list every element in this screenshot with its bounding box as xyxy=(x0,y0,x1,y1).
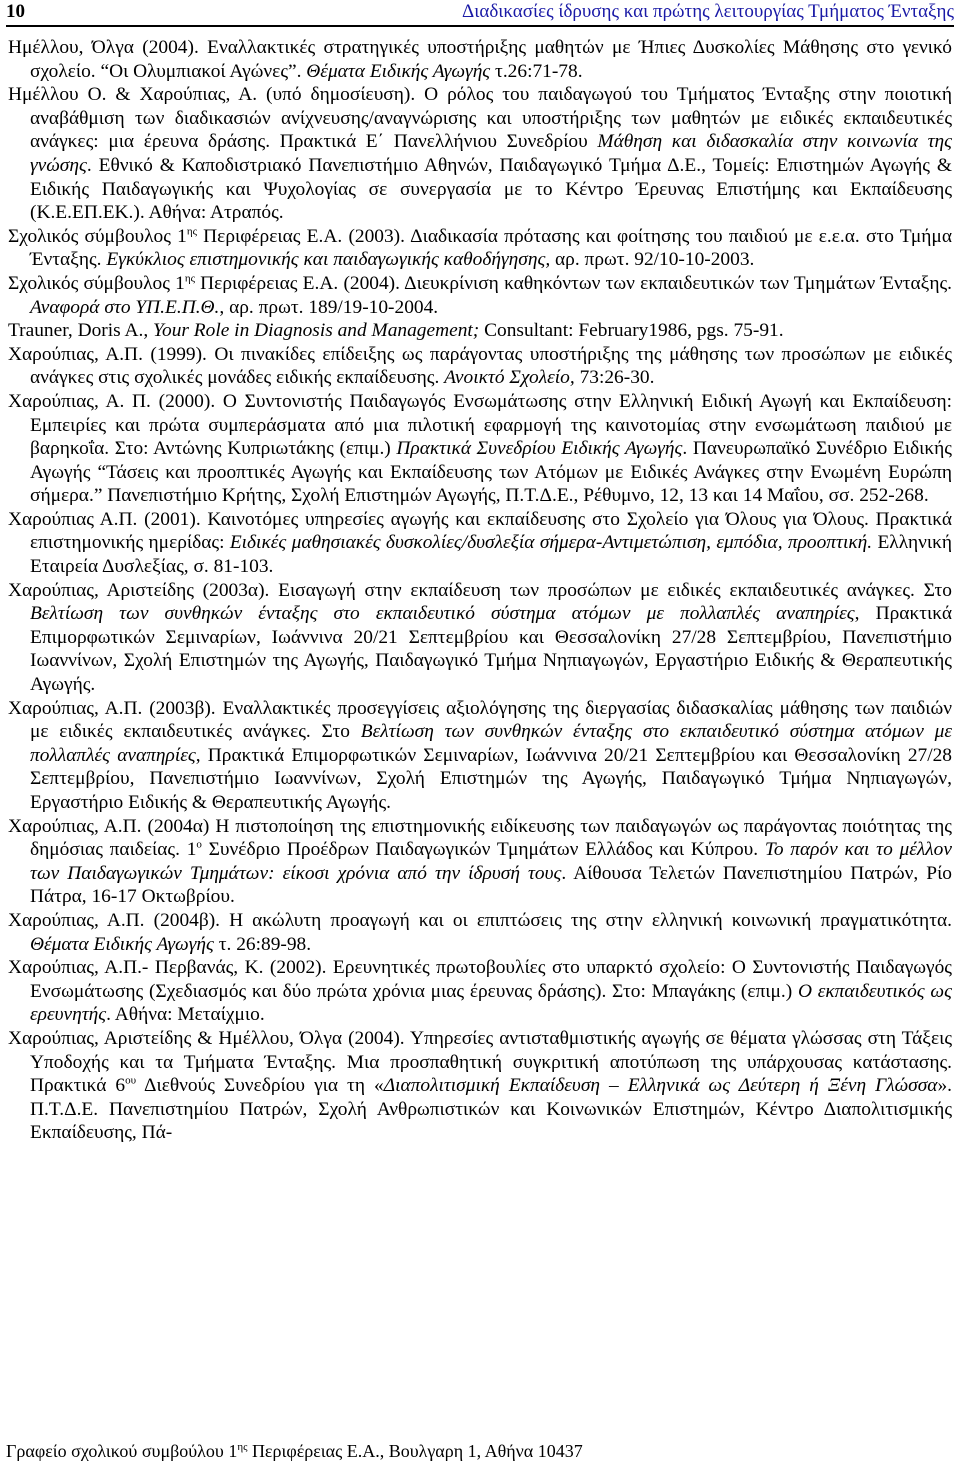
header-divider xyxy=(6,25,954,27)
reference-text: Χαρούπιας, Α.Π. (2004α) Η πιστοποίηση της επιστημονικής ειδίκευσης των παιδαγωγών ως παράγοντας ποιότητας της δημόσιας παιδείας. 1 xyxy=(8,815,952,861)
reference-text: 73:26-30. xyxy=(574,367,655,389)
reference-entry xyxy=(8,390,952,508)
footer-superscript: ης xyxy=(237,1441,248,1453)
reference-entry xyxy=(8,343,952,390)
reference-text: . Εθνικό & Καποδιστριακό Πανεπιστήμιο Αθηνών, Παιδαγωγικό Τμήμα Δ.Ε., Τομείς: Επιστημών Αγωγής & Ειδικής Παιδαγωγικής και Ψυχολογίας σε συνεργασία με το Κέντρο Έρευνας Επιστήμης και Εκπαίδευσης (Κ.Ε.ΕΠ.ΕΚ.). Αθήνα: Ατραπός. xyxy=(30,154,952,224)
reference-text: . Πανευρωπαϊκό Συνέδριο Ειδικής Αγωγής “Τάσεις και προοπτικές Αγωγής και Εκπαίδευσης των Ατόμων με Ειδικές Ανάγκες στην Ενωμένη Ευρώπη σήμερα.” Πανεπιστήμιο Κρήτης, Σχολή Επιστημών Αγωγής, Π.Τ.Δ.Ε., Ρέθυμνο, 12, 13 και 14 Μαΐου, σσ. 252-268. xyxy=(30,438,952,507)
reference-text: , Πρακτικά Επιμορφωτικών Σεμιναρίων, Ιωάννινα 20/21 Σεπτεμβρίου και Θεσσαλονίκη 27/28 Σεπτεμβρίου, Πανεπιστήμιο Ιωαννίνων, Σχολή Επιστημών της Αγωγής, Παιδαγωγικό Τμήμα Νηπιαγωγών, Εργαστήριο Ειδικής & Θεραπευτικής Αγωγής. xyxy=(30,744,952,813)
reference-text: Ελληνική Εταιρεία Δυσλεξίας, σ. 81-103. xyxy=(30,532,952,578)
page-header xyxy=(6,0,954,24)
italic-title: Θέματα Ειδικής Αγωγής xyxy=(306,60,491,82)
italic-title: Your Role in Diagnosis and Management; xyxy=(153,320,480,342)
reference-text: Χαρούπιας, Αριστείδης (2003α). Εισαγωγή στην εκπαίδευση των προσώπων με ειδικές εκπαιδευτικές ανάγκες. Στο xyxy=(8,579,952,601)
reference-text: Ημέλλου, Όλγα (2004). Εναλλακτικές στρατηγικές υποστήριξης μαθητών με Ήπιες Δυσκολίες Μάθησης στο γενικό σχολείο. “Οι Ολυμπιακοί Αγώνες”. xyxy=(8,37,952,82)
reference-text: Σχολικός σύμβουλος 1 xyxy=(8,225,187,247)
italic-title: Ο εκπαιδευτικός ως ερευνητής xyxy=(30,980,952,1026)
page-number: 10 xyxy=(6,1,25,22)
reference-text: Consultant: February1986, pgs. 75-91. xyxy=(479,320,784,342)
reference-text: Ημέλλου Ο. & Χαρούπιας, Α. (υπό δημοσίευση). Ο ρόλος του παιδαγωγού του Τμήματος Ένταξης στην ποιοτική αναβάθμιση των διαδικασιών ανίχνευσης/αναγνώρισης και υποστήριξης των μαθητών με ειδικές εκπαιδευτικές ανάγκες: μια έρευνα δράσης. Πρακτικά Ε΄ Πανελλήνιου Συνεδρίου xyxy=(8,84,952,153)
reference-text: αρ. πρωτ. 92/10-10-2003. xyxy=(550,249,755,271)
italic-title: Πρακτικά Συνεδρίου Ειδικής Αγωγής xyxy=(396,438,683,460)
reference-text: Περιφέρειας Ε.Α. (2003). Διαδικασία πρότασης και φοίτησης του παιδιού με ε.ε.α. στο Τμήμα Ένταξης. xyxy=(30,225,952,271)
reference-entry xyxy=(8,319,952,343)
reference-text: . Αίθουσα Τελετών Πανεπιστημίου Πατρών, Ρίο Πάτρα, 16-17 Οκτωβρίου. xyxy=(30,862,953,908)
superscript: ης xyxy=(184,272,195,285)
italic-title: Διαπολιτισμική Εκπαίδευση – Ελληνικά ως Δεύτερη ή Ξένη Γλώσσα xyxy=(383,1075,938,1097)
running-title: Διαδικασίες ίδρυσης και πρώτης λειτουργίας Τμήματος Ένταξης xyxy=(462,1,954,22)
reference-text: Χαρούπιας, Α. Π. (2000). Ο Συντονιστής Παιδαγωγός Ενσωμάτωσης στην Ελληνική Ειδική Αγωγή και Εκπαίδευση: Εμπειρίες και πρώτα συμπεράσματα από μια πιλοτική εφαρμογή της καινοτομίας στην ενσωμάτωση παιδιού με βαρηκοΐα. Στο: Αντώνης Κυπριωτάκης (επιμ.) xyxy=(8,390,952,460)
reference-text: Περιφέρειας Ε.Α. (2004). Διευκρίνιση καθηκόντων των εκπαιδευτικών των Τμημάτων Ένταξης. xyxy=(194,272,952,294)
footer-text-start: Γραφείο σχολικού συμβούλου 1 xyxy=(6,1441,238,1461)
italic-title: Εγκύκλιος επιστημονικής και παιδαγωγικής καθοδήγησης, xyxy=(106,249,551,271)
superscript: ης xyxy=(186,225,197,238)
italic-title: Θέματα Ειδικής Αγωγής xyxy=(30,933,214,955)
italic-title: Ανοικτό Σχολείο, xyxy=(444,367,575,389)
italic-title: Το παρόν και το μέλλον των Παιδαγωγικών Τμημάτων: είκοσι χρόνια από την ίδρυσή τους xyxy=(30,839,952,884)
reference-text: Χαρούπιας, Α.Π.- Περβανάς, Κ. (2002). Ερευνητικές πρωτοβουλίες στο υπαρκτό σχολείο: Ο Συντονιστής Παιδαγωγός Ενσωμάτωσης (Σχεδιασμός και δύο πρώτα χρόνια μιας έρευνας δράσης). Στο: Μπαγάκης (επιμ.) xyxy=(8,957,952,1002)
italic-title: Ειδικές μαθησιακές δυσκολίες/δυσλεξία σήμερα-Αντιμετώπιση, εμπόδια, προοπτική. xyxy=(229,532,873,554)
reference-entry xyxy=(8,272,952,319)
reference-entry xyxy=(8,83,952,225)
superscript: ου xyxy=(125,1074,137,1087)
reference-entry xyxy=(8,508,952,579)
reference-entry xyxy=(8,579,952,697)
reference-text: Χαρούπιας, Α.Π. (2004β). Η ακώλυτη προαγωγή και οι επιπτώσεις της στην ελληνική κοινωνική πραγματικότητα. xyxy=(8,909,952,931)
reference-text: τ. 26:89-98. xyxy=(213,933,312,955)
reference-entry xyxy=(8,225,952,272)
italic-title: Βελτίωση των συνθηκών ένταξης στο εκπαιδευτικό σύστημα ατόμων με πολλαπλές αναπηρίες xyxy=(30,603,855,625)
reference-text: Διεθνούς Συνεδρίου για τη « xyxy=(136,1075,384,1097)
superscript: ο xyxy=(196,838,202,851)
italic-title: Μάθηση και διδασκαλία στην κοινωνία της γνώσης xyxy=(30,131,953,176)
reference-text: Χαρούπιας, Αριστείδης & Ημέλλου, Όλγα (2004). Υπηρεσίες αντισταθμιστικής αγωγής σε θέματα γλώσσας στη Τάξεις Υποδοχής και τα Τμήματα Ένταξης. Μια προσπαθητική συγκριτική αποτύπωση της υπάρχουσας κατάστασης. Πρακτικά 6 xyxy=(8,1027,952,1097)
footer-text-end: Περιφέρειας Ε.Α., Βουλγαρη 1, Αθήνα 10437 xyxy=(247,1441,583,1461)
reference-text: Χαρούπιας, Α.Π. (2003β). Εναλλακτικές προσεγγίσεις αξιολόγησης της διεργασίας διδασκαλίας μάθησης των παιδιών με ειδικές εκπαιδευτικές ανάγκες. Στο xyxy=(8,697,952,743)
reference-text: , αρ. πρωτ. 189/19-10-2004. xyxy=(219,296,439,318)
reference-entry xyxy=(8,1027,952,1145)
reference-entry xyxy=(8,956,952,1027)
reference-text: Χαρούπιας Α.Π. (2001). Καινοτόμες υπηρεσίες αγωγής και εκπαίδευσης στο Σχολείο για Όλους για Όλους. Πρακτικά επιστημονικής ημερίδας: xyxy=(8,508,952,554)
reference-text: . Αθήνα: Μεταίχμιο. xyxy=(106,1004,265,1026)
reference-entry xyxy=(8,909,952,956)
italic-title: Βελτίωση των συνθηκών ένταξης στο εκπαιδευτικό σύστημα ατόμων με πολλαπλές αναπηρίες xyxy=(30,721,952,766)
italic-title: Αναφορά στο ΥΠ.Ε.Π.Θ. xyxy=(30,296,220,318)
reference-text: τ.26:71-78. xyxy=(490,60,583,82)
reference-entry xyxy=(8,697,952,815)
reference-text: Χαρούπιας, Α.Π. (1999). Οι πινακίδες επίδειξης ως παράγοντας υποστήριξης της μάθησης των προσώπων με ειδικές ανάγκες στις σχολικές μονάδες ειδικής εκπαίδευσης. xyxy=(8,343,952,389)
reference-text: Σχολικός σύμβουλος 1 xyxy=(8,272,185,294)
reference-entry xyxy=(8,36,952,83)
reference-text: ». Π.Τ.Δ.Ε. Πανεπιστημίου Πατρών, Σχολή Ανθρωπιστικών και Κοινωνικών Επιστημών, Κέντρο Διαπολιτισμικής Εκπαίδευσης, Πά- xyxy=(30,1075,952,1144)
reference-list xyxy=(8,36,952,1145)
page-footer xyxy=(6,1441,954,1462)
reference-text: Συνέδριο Προέδρων Παιδαγωγικών Τμημάτων Ελλάδος και Κύπρου. xyxy=(201,839,765,861)
reference-entry xyxy=(8,815,952,909)
reference-text: Trauner, Doris A., xyxy=(8,320,154,342)
reference-text: , Πρακτικά Επιμορφωτικών Σεμιναρίων, Ιωάννινα 20/21 Σεπτεμβρίου και Θεσσαλονίκη 27/28 Σεπτεμβρίου, Πανεπιστήμιο Ιωαννίνων, Σχολή Επιστημών της Αγωγής, Παιδαγωγικό Τμήμα Νηπιαγωγών, Εργαστήριο Ειδικής & Θεραπευτικής Αγωγής. xyxy=(30,603,952,696)
